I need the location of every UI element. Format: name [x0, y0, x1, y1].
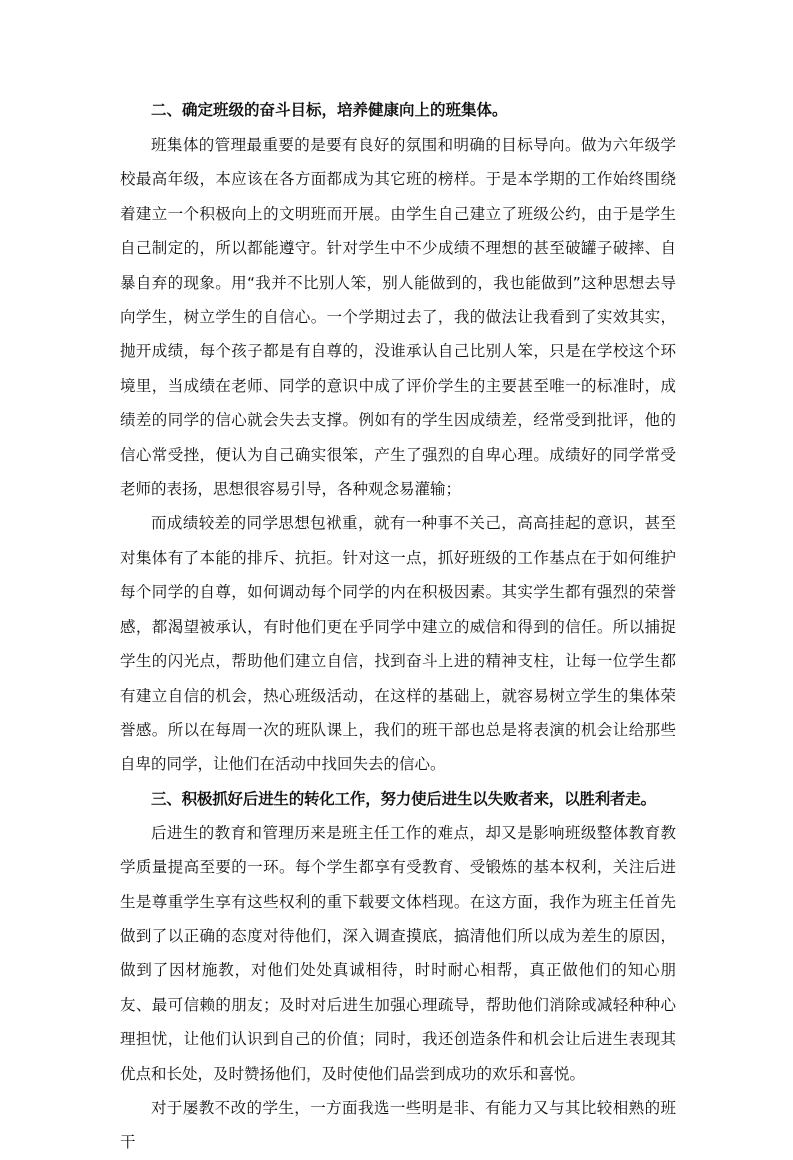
document-body — [120, 96, 676, 1160]
paragraph-3: 后进生的教育和管理历来是班主任工作的难点，却又是影响班级整体教育教学质量提高至要的一环。每个学生都享有受教育、受锻炼的基本权利，关注后进生是尊重学生享有这些权利的重下载要文体档现。在这方面，我作为班主任首先做到了以正确的态度对待他们，深入调查摸底，搞清他们所以成为差生的原因，做到了因材施教，对他们处处真诚相待，时时耐心相帮，真正做他们的知心朋友、最可信赖的朋友；及时对后进生加强心理疏导，帮助他们消除或减轻种种心理担忧，让他们认识到自己的价值；同时，我还创造条件和机会让后进生表现其优点和长处，及时赞扬他们，及时使他们品尝到成功的欢乐和喜悦。 — [120, 823, 676, 1083]
paragraph-4: 对于屡教不改的学生，一方面我选一些明是非、有能力又与其比较相熟的班干 — [120, 1098, 676, 1152]
section-heading-3: 三、积极抓好后进生的转化工作，努力使后进生以失败者来，以胜利者走。 — [151, 789, 656, 808]
paragraph-1: 班集体的管理最重要的是要有良好的氛围和明确的目标导向。做为六年级学校最高年级，本应该在各方面都成为其它班的榜样。于是本学期的工作始终围绕着建立一个积极向上的文明班而开展。由学生自己建立了班级公约，由于是学生自己制定的，所以都能遵守。针对学生中不少成绩不理想的甚至破罐子破摔、自暴自弃的现象。用“我并不比别人笨，别人能做到的，我也能做到”这种思想去导向学生，树立学生的自信心。一个学期过去了，我的做法让我看到了实效其实，抛开成绩，每个孩子都是有自尊的，没谁承认自己比别人笨，只是在学校这个环境里，当成绩在老师、同学的意识中成了评价学生的主要甚至唯一的标准时，成绩差的同学的信心就会失去支撑。例如有的学生因成绩差，经常受到批评，他的信心常受挫，便认为自己确实很笨，产生了强烈的自卑心理。成绩好的同学常受老师的表扬，思想很容易引导，各种观念易灌输； — [120, 136, 676, 499]
paragraph-2: 而成绩较差的同学思想包袱重，就有一种事不关己，高高挂起的意识，甚至对集体有了本能的排斥、抗拒。针对这一点，抓好班级的工作基点在于如何维护每个同学的自尊，如何调动每个同学的内在积极因素。其实学生都有强烈的荣誉感，都渴望被承认，有时他们更在乎同学中建立的威信和得到的信任。所以捕捉学生的闪光点，帮助他们建立自信，找到奋斗上进的精神支柱，让每一位学生都有建立自信的机会，热心班级活动，在这样的基础上，就容易树立学生的集体荣誉感。所以在每周一次的班队课上，我们的班干部也总是将表演的机会让给那些自卑的同学，让他们在活动中找回失去的信心。 — [120, 514, 676, 774]
section-heading-2: 二、确定班级的奋斗目标，培养健康向上的班集体。 — [151, 101, 508, 119]
